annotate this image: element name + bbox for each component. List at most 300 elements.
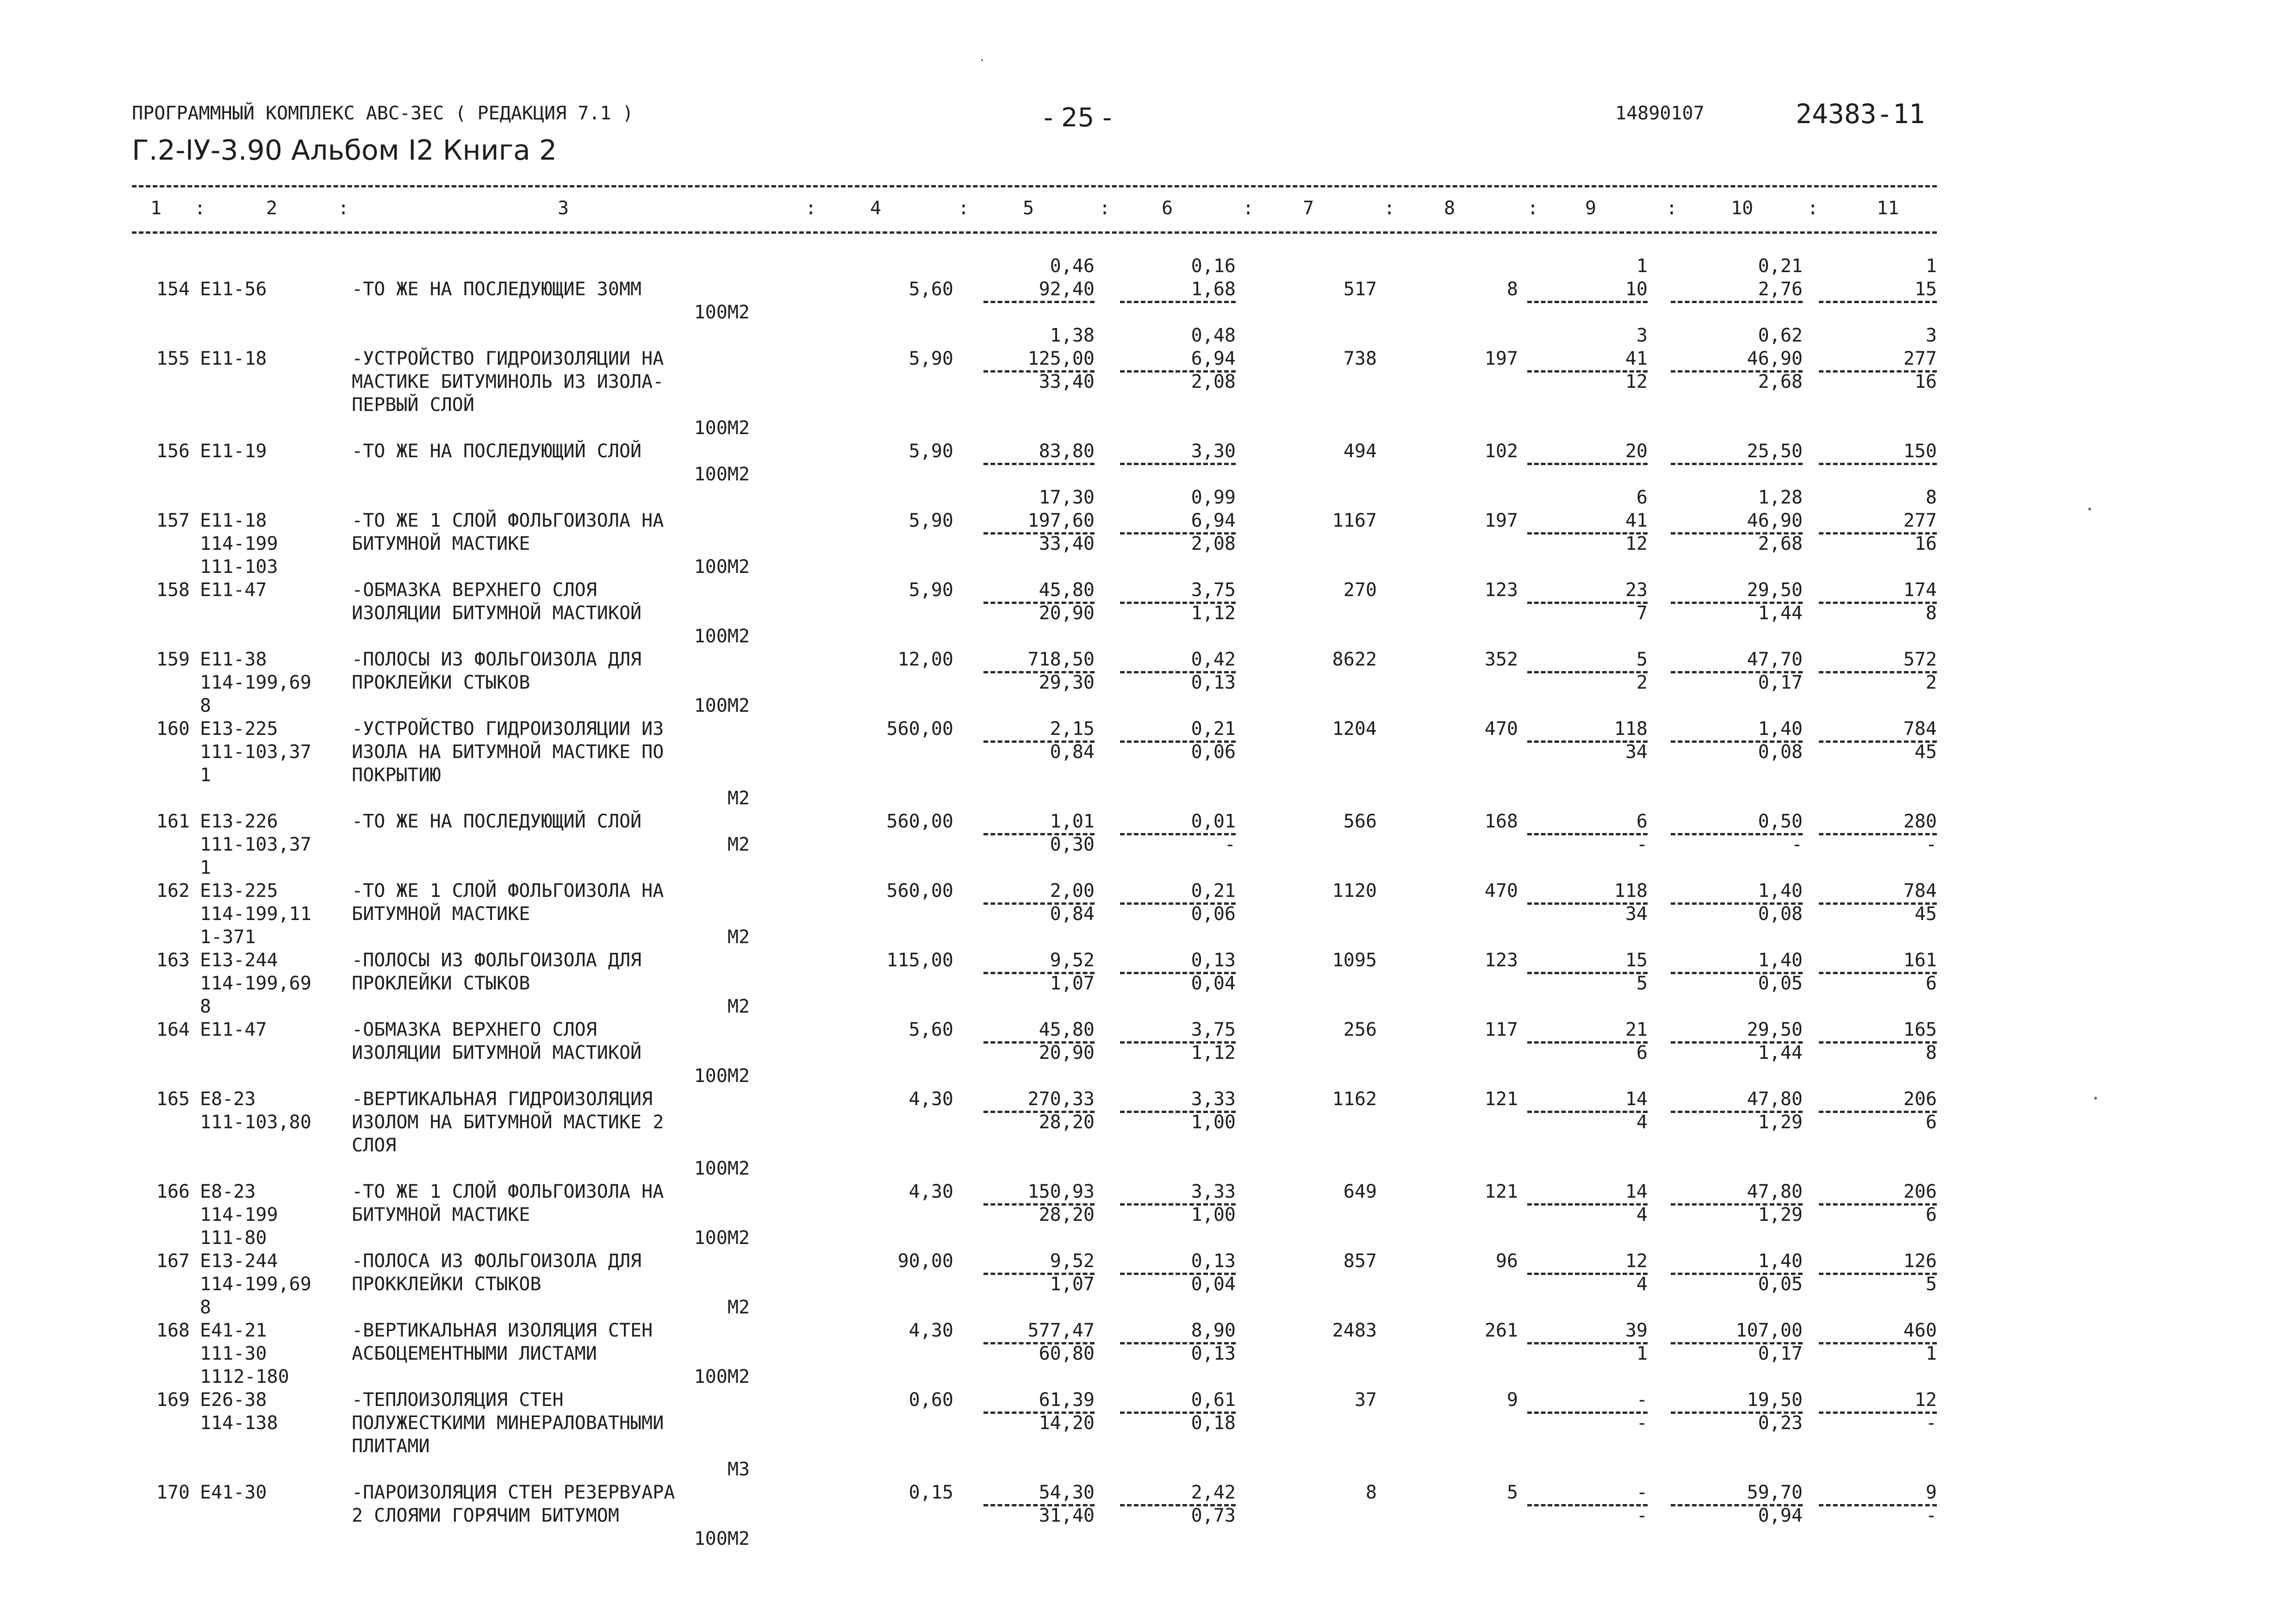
value-divider <box>1671 301 1803 303</box>
value-main-c9: 41 <box>1625 510 1648 531</box>
value-bottom-c6: 0,18 <box>1191 1412 1236 1434</box>
unit-of-measure: 100М2 <box>694 1158 750 1179</box>
value-c7: 494 <box>1343 441 1377 462</box>
value-bottom-c10: 1,29 <box>1758 1112 1803 1133</box>
norm-code: 111-103,80 <box>200 1112 311 1133</box>
quantity: 0,60 <box>908 1389 953 1411</box>
value-bottom-c6: 1,00 <box>1191 1204 1236 1225</box>
quantity: 4,30 <box>908 1088 953 1110</box>
value-main-c10: 0,50 <box>1758 811 1803 832</box>
row-number: 169 <box>156 1389 190 1411</box>
value-top-c6: 0,16 <box>1191 255 1236 277</box>
value-bottom-c5: 0,84 <box>1050 741 1095 763</box>
unit-of-measure: М2 <box>727 1297 750 1318</box>
value-top-c10: 1,28 <box>1758 487 1803 508</box>
value-main-c5: 9,52 <box>1050 950 1095 971</box>
work-description: -ВЕРТИКАЛЬНАЯ ИЗОЛЯЦИЯ СТЕН <box>352 1320 653 1341</box>
scan-speck <box>2094 1097 2097 1100</box>
value-main-c11: 280 <box>1903 811 1937 832</box>
value-top-c5: 17,30 <box>1039 487 1095 508</box>
value-divider <box>983 463 1095 465</box>
value-main-c11: 206 <box>1903 1181 1937 1202</box>
norm-code: 111-103,37 <box>200 741 311 763</box>
value-c7: 517 <box>1343 279 1377 300</box>
value-bottom-c6: - <box>1224 834 1236 855</box>
value-c8: 8 <box>1506 279 1518 300</box>
value-main-c9: 10 <box>1625 279 1648 300</box>
row-number: 170 <box>156 1482 190 1503</box>
value-c7: 1167 <box>1332 510 1377 531</box>
value-main-c11: 161 <box>1903 950 1937 971</box>
value-main-c9: 14 <box>1625 1181 1648 1202</box>
quantity: 560,00 <box>886 811 953 832</box>
value-c8: 197 <box>1484 510 1518 531</box>
work-description: МАСТИКЕ БИТУМИНОЛЬ ИЗ ИЗОЛА- <box>352 371 664 392</box>
value-main-c10: 46,90 <box>1747 510 1803 531</box>
value-main-c6: 3,75 <box>1191 579 1236 601</box>
value-main-c11: 572 <box>1903 649 1937 670</box>
value-main-c9: 12 <box>1625 1250 1648 1272</box>
row-number: 165 <box>156 1088 190 1110</box>
value-main-c9: - <box>1636 1389 1648 1411</box>
value-bottom-c5: 0,84 <box>1050 903 1095 925</box>
value-top-c9: 6 <box>1636 487 1648 508</box>
column-separator: : <box>1807 198 1819 219</box>
value-top-c11: 8 <box>1925 487 1937 508</box>
value-main-c11: 206 <box>1903 1088 1937 1110</box>
value-c8: 197 <box>1484 348 1518 369</box>
norm-code: Е41-21 <box>200 1320 267 1341</box>
value-bottom-c11: 5 <box>1925 1274 1937 1295</box>
value-c8: 261 <box>1484 1320 1518 1341</box>
norm-code: 8 <box>200 996 212 1017</box>
value-main-c10: 1,40 <box>1758 718 1803 740</box>
value-divider <box>1671 463 1803 465</box>
value-top-c9: 1 <box>1636 255 1648 277</box>
unit-of-measure: М3 <box>727 1459 750 1480</box>
work-description: -ТО ЖЕ НА ПОСЛЕДУЮЩИЕ 30ММ <box>352 279 642 300</box>
work-description: 2 СЛОЯМИ ГОРЯЧИМ БИТУМОМ <box>352 1505 619 1526</box>
norm-code: Е41-30 <box>200 1482 267 1503</box>
value-main-c6: 6,94 <box>1191 348 1236 369</box>
value-main-c11: 126 <box>1903 1250 1937 1272</box>
value-top-c9: 3 <box>1636 325 1648 346</box>
row-number: 157 <box>156 510 190 531</box>
value-c8: 121 <box>1484 1181 1518 1202</box>
work-description: ПОЛУЖЕСТКИМИ МИНЕРАЛОВАТНЫМИ <box>352 1412 664 1434</box>
value-bottom-c6: 0,13 <box>1191 1343 1236 1364</box>
value-bottom-c10: 0,17 <box>1758 1343 1803 1364</box>
value-main-c11: 150 <box>1903 441 1937 462</box>
value-bottom-c11: 2 <box>1925 672 1937 693</box>
value-main-c5: 54,30 <box>1039 1482 1095 1503</box>
column-number: 11 <box>1877 198 1899 219</box>
value-bottom-c9: 5 <box>1636 973 1648 994</box>
value-bottom-c11: 16 <box>1914 533 1937 554</box>
row-number: 167 <box>156 1250 190 1272</box>
norm-code: Е26-38 <box>200 1389 267 1411</box>
value-bottom-c6: 0,73 <box>1191 1505 1236 1526</box>
value-main-c5: 45,80 <box>1039 579 1095 601</box>
row-number: 164 <box>156 1019 190 1040</box>
norm-code: 1 <box>200 765 212 786</box>
value-c7: 566 <box>1343 811 1377 832</box>
column-separator: : <box>1666 198 1678 219</box>
unit-of-measure: 100М2 <box>694 464 750 485</box>
scan-speck <box>981 59 983 61</box>
value-main-c5: 718,50 <box>1027 649 1095 670</box>
value-bottom-c11: 1 <box>1925 1343 1937 1364</box>
value-bottom-c5: 1,07 <box>1050 973 1095 994</box>
value-main-c11: 784 <box>1903 880 1937 902</box>
quantity: 5,90 <box>908 441 953 462</box>
value-c7: 1120 <box>1332 880 1377 902</box>
norm-code: Е13-244 <box>200 950 278 971</box>
norm-code: 114-199,69 <box>200 1274 311 1295</box>
value-c8: 168 <box>1484 811 1518 832</box>
norm-code: 8 <box>200 695 212 716</box>
value-main-c10: 29,50 <box>1747 579 1803 601</box>
value-main-c6: 0,42 <box>1191 649 1236 670</box>
value-bottom-c10: 1,44 <box>1758 603 1803 624</box>
value-main-c10: 1,40 <box>1758 880 1803 902</box>
value-main-c6: 6,94 <box>1191 510 1236 531</box>
norm-code: 111-30 <box>200 1343 267 1364</box>
work-description: -ТО ЖЕ НА ПОСЛЕДУЮЩИЙ СЛОЙ <box>352 441 642 462</box>
work-description: ИЗОЛА НА БИТУМНОЙ МАСТИКЕ ПО <box>352 741 664 763</box>
column-separator: : <box>194 198 206 219</box>
value-main-c10: 47,70 <box>1747 649 1803 670</box>
norm-code: Е11-47 <box>200 579 267 601</box>
column-number: 4 <box>870 198 882 219</box>
work-description: АСБОЦЕМЕНТНЫМИ ЛИСТАМИ <box>352 1343 597 1364</box>
norm-code: 1-371 <box>200 927 256 948</box>
value-main-c5: 45,80 <box>1039 1019 1095 1040</box>
value-main-c6: 1,68 <box>1191 279 1236 300</box>
value-divider <box>1819 463 1937 465</box>
norm-code: Е13-225 <box>200 880 278 902</box>
work-description: -ТО ЖЕ 1 СЛОЙ ФОЛЬГОИЗОЛА НА <box>352 1181 664 1202</box>
work-description: -УСТРОЙСТВО ГИДРОИЗОЛЯЦИИ НА <box>352 348 664 369</box>
value-bottom-c9: 34 <box>1625 903 1648 925</box>
value-bottom-c6: 0,06 <box>1191 903 1236 925</box>
page-number: - 25 - <box>1044 103 1112 133</box>
work-description: -ТЕПЛОИЗОЛЯЦИЯ СТЕН <box>352 1389 564 1411</box>
work-description: -ПОЛОСЫ ИЗ ФОЛЬГОИЗОЛА ДЛЯ <box>352 950 642 971</box>
value-main-c10: 29,50 <box>1747 1019 1803 1040</box>
value-top-c6: 0,48 <box>1191 325 1236 346</box>
program-code: 14890107 <box>1615 103 1705 124</box>
value-main-c11: 12 <box>1914 1389 1937 1411</box>
value-main-c9: 15 <box>1625 950 1648 971</box>
work-description: ПРОКЛЕЙКИ СТЫКОВ <box>352 672 530 693</box>
row-number: 158 <box>156 579 190 601</box>
unit-of-measure: М2 <box>727 996 750 1017</box>
quantity: 115,00 <box>886 950 953 971</box>
row-number: 162 <box>156 880 190 902</box>
value-bottom-c6: 1,00 <box>1191 1112 1236 1133</box>
value-main-c10: 59,70 <box>1747 1482 1803 1503</box>
value-bottom-c11: 6 <box>1925 1204 1937 1225</box>
value-divider <box>1527 463 1648 465</box>
value-bottom-c11: 8 <box>1925 1042 1937 1063</box>
row-number: 154 <box>156 279 190 300</box>
value-bottom-c10: 2,68 <box>1758 371 1803 392</box>
norm-code: 114-199,69 <box>200 672 311 693</box>
work-description: -ТО ЖЕ 1 СЛОЙ ФОЛЬГОИЗОЛА НА <box>352 510 664 531</box>
value-bottom-c10: 0,08 <box>1758 741 1803 763</box>
value-bottom-c5: 20,90 <box>1039 603 1095 624</box>
norm-code: 111-80 <box>200 1227 267 1249</box>
norm-code: 111-103,37 <box>200 834 311 855</box>
value-divider <box>983 301 1095 303</box>
work-description: ИЗОЛЯЦИИ БИТУМНОЙ МАСТИКОЙ <box>352 1042 642 1063</box>
value-main-c9: 118 <box>1614 718 1648 740</box>
value-bottom-c9: 34 <box>1625 741 1648 763</box>
value-main-c9: 41 <box>1625 348 1648 369</box>
value-main-c9: 21 <box>1625 1019 1648 1040</box>
norm-code: Е11-18 <box>200 510 267 531</box>
value-bottom-c11: 6 <box>1925 1112 1937 1133</box>
value-c8: 117 <box>1484 1019 1518 1040</box>
value-main-c10: 1,40 <box>1758 1250 1803 1272</box>
value-main-c6: 3,33 <box>1191 1181 1236 1202</box>
norm-code: 114-199,11 <box>200 903 311 925</box>
value-divider <box>1819 301 1937 303</box>
value-bottom-c9: 12 <box>1625 371 1648 392</box>
value-bottom-c11: 45 <box>1914 903 1937 925</box>
value-bottom-c10: 0,23 <box>1758 1412 1803 1434</box>
value-bottom-c9: - <box>1636 834 1648 855</box>
norm-code: Е8-23 <box>200 1088 256 1110</box>
quantity: 5,90 <box>908 579 953 601</box>
value-bottom-c5: 1,07 <box>1050 1274 1095 1295</box>
value-main-c5: 125,00 <box>1027 348 1095 369</box>
column-number: 9 <box>1585 198 1597 219</box>
value-c8: 96 <box>1495 1250 1518 1272</box>
value-main-c5: 1,01 <box>1050 811 1095 832</box>
value-top-c10: 0,62 <box>1758 325 1803 346</box>
value-bottom-c5: 33,40 <box>1039 533 1095 554</box>
value-c7: 8 <box>1365 1482 1377 1503</box>
value-main-c5: 61,39 <box>1039 1389 1095 1411</box>
value-bottom-c5: 14,20 <box>1039 1412 1095 1434</box>
value-c7: 738 <box>1343 348 1377 369</box>
column-separator: : <box>1243 198 1254 219</box>
work-description: СЛОЯ <box>352 1135 397 1156</box>
norm-code: 1 <box>200 857 212 878</box>
quantity: 5,60 <box>908 1019 953 1040</box>
work-description: -ТО ЖЕ 1 СЛОЙ ФОЛЬГОИЗОЛА НА <box>352 880 664 902</box>
value-divider <box>1120 301 1236 303</box>
column-separator: : <box>338 198 349 219</box>
value-bottom-c6: 1,12 <box>1191 1042 1236 1063</box>
norm-code: Е13-244 <box>200 1250 278 1272</box>
column-number: 1 <box>150 198 162 219</box>
value-bottom-c9: 1 <box>1636 1343 1648 1364</box>
unit-of-measure: 100М2 <box>694 1528 750 1549</box>
value-main-c5: 270,33 <box>1027 1088 1095 1110</box>
value-c7: 270 <box>1343 579 1377 601</box>
value-main-c6: 3,33 <box>1191 1088 1236 1110</box>
norm-code: 114-138 <box>200 1412 278 1434</box>
value-bottom-c11: 45 <box>1914 741 1937 763</box>
value-top-c5: 1,38 <box>1050 325 1095 346</box>
value-main-c11: 277 <box>1903 510 1937 531</box>
value-top-c5: 0,46 <box>1050 255 1095 277</box>
quantity: 90,00 <box>897 1250 953 1272</box>
value-main-c6: 2,42 <box>1191 1482 1236 1503</box>
value-main-c6: 0,21 <box>1191 718 1236 740</box>
work-description: -ПАРОИЗОЛЯЦИЯ СТЕН РЕЗЕРВУАРА <box>352 1482 675 1503</box>
value-main-c10: 25,50 <box>1747 441 1803 462</box>
work-description: ПОКРЫТИЮ <box>352 765 441 786</box>
column-number: 5 <box>1023 198 1034 219</box>
value-bottom-c10: 1,44 <box>1758 1042 1803 1063</box>
value-main-c11: 460 <box>1903 1320 1937 1341</box>
value-main-c10: 47,80 <box>1747 1088 1803 1110</box>
quantity: 0,15 <box>908 1482 953 1503</box>
work-description: БИТУМНОЙ МАСТИКЕ <box>352 533 530 554</box>
column-number: 2 <box>266 198 278 219</box>
unit-of-measure: 100М2 <box>694 1366 750 1387</box>
value-bottom-c5: 29,30 <box>1039 672 1095 693</box>
row-number: 166 <box>156 1181 190 1202</box>
column-number: 3 <box>558 198 569 219</box>
scan-speck <box>2088 508 2091 510</box>
value-c8: 352 <box>1484 649 1518 670</box>
value-main-c6: 0,21 <box>1191 880 1236 902</box>
value-main-c9: 6 <box>1636 811 1648 832</box>
unit-of-measure: 100М2 <box>694 417 750 439</box>
value-bottom-c5: 0,30 <box>1050 834 1095 855</box>
value-main-c6: 3,75 <box>1191 1019 1236 1040</box>
value-bottom-c10: - <box>1791 834 1803 855</box>
value-bottom-c11: 6 <box>1925 973 1937 994</box>
norm-code: Е13-225 <box>200 718 278 740</box>
value-top-c11: 3 <box>1925 325 1937 346</box>
norm-code: Е11-19 <box>200 441 267 462</box>
value-bottom-c9: 12 <box>1625 533 1648 554</box>
value-bottom-c10: 0,08 <box>1758 903 1803 925</box>
value-main-c5: 197,60 <box>1027 510 1095 531</box>
norm-code: Е13-226 <box>200 811 278 832</box>
value-bottom-c11: - <box>1925 1505 1937 1526</box>
value-bottom-c6: 0,06 <box>1191 741 1236 763</box>
program-title: ПРОГРАММНЫЙ КОМПЛЕКС АВС-3ЕС ( РЕДАКЦИЯ 7.1 ) <box>132 103 634 124</box>
value-c7: 649 <box>1343 1181 1377 1202</box>
value-bottom-c10: 0,05 <box>1758 973 1803 994</box>
value-bottom-c9: 4 <box>1636 1274 1648 1295</box>
value-c8: 123 <box>1484 579 1518 601</box>
value-main-c5: 9,52 <box>1050 1250 1095 1272</box>
value-c7: 256 <box>1343 1019 1377 1040</box>
value-main-c10: 2,76 <box>1758 279 1803 300</box>
value-top-c6: 0,99 <box>1191 487 1236 508</box>
value-top-c11: 1 <box>1925 255 1937 277</box>
column-number: 7 <box>1303 198 1314 219</box>
work-description: -УСТРОЙСТВО ГИДРОИЗОЛЯЦИИ ИЗ <box>352 718 664 740</box>
norm-code: 114-199 <box>200 1204 278 1225</box>
column-number: 10 <box>1731 198 1754 219</box>
value-main-c9: 20 <box>1625 441 1648 462</box>
norm-code: Е11-56 <box>200 279 267 300</box>
value-bottom-c9: - <box>1636 1505 1648 1526</box>
quantity: 5,90 <box>908 510 953 531</box>
value-bottom-c9: 7 <box>1636 603 1648 624</box>
norm-code: 1112-180 <box>200 1366 289 1387</box>
album-title: Г.2-IУ-3.90 Альбом I2 Книга 2 <box>132 134 557 167</box>
work-description: ПРОККЛЕЙКИ СТЫКОВ <box>352 1274 541 1295</box>
value-c7: 1095 <box>1332 950 1377 971</box>
work-description: -ОБМАЗКА ВЕРХНЕГО СЛОЯ <box>352 1019 597 1040</box>
value-main-c9: 14 <box>1625 1088 1648 1110</box>
quantity: 560,00 <box>886 718 953 740</box>
value-main-c6: 8,90 <box>1191 1320 1236 1341</box>
table-top-rule <box>132 185 1937 187</box>
unit-of-measure: 100М2 <box>694 1227 750 1249</box>
value-c7: 1204 <box>1332 718 1377 740</box>
value-bottom-c9: 4 <box>1636 1204 1648 1225</box>
value-bottom-c11: 16 <box>1914 371 1937 392</box>
value-main-c10: 47,80 <box>1747 1181 1803 1202</box>
value-bottom-c9: 6 <box>1636 1042 1648 1063</box>
value-bottom-c10: 0,17 <box>1758 672 1803 693</box>
value-bottom-c6: 2,08 <box>1191 533 1236 554</box>
value-main-c10: 19,50 <box>1747 1389 1803 1411</box>
norm-code: Е11-38 <box>200 649 267 670</box>
value-main-c5: 2,00 <box>1050 880 1095 902</box>
value-c8: 470 <box>1484 718 1518 740</box>
work-description: БИТУМНОЙ МАСТИКЕ <box>352 1204 530 1225</box>
value-c8: 102 <box>1484 441 1518 462</box>
unit-of-measure: 100М2 <box>694 302 750 323</box>
norm-code: Е11-18 <box>200 348 267 369</box>
value-main-c10: 107,00 <box>1736 1320 1803 1341</box>
work-description: -ОБМАЗКА ВЕРХНЕГО СЛОЯ <box>352 579 597 601</box>
value-c8: 121 <box>1484 1088 1518 1110</box>
work-description: ПЛИТАМИ <box>352 1436 430 1457</box>
norm-code: Е8-23 <box>200 1181 256 1202</box>
value-main-c11: 174 <box>1903 579 1937 601</box>
value-main-c11: 784 <box>1903 718 1937 740</box>
value-bottom-c6: 0,13 <box>1191 672 1236 693</box>
row-number: 168 <box>156 1320 190 1341</box>
value-c7: 2483 <box>1332 1320 1377 1341</box>
norm-code: 114-199,69 <box>200 973 311 994</box>
value-bottom-c10: 2,68 <box>1758 533 1803 554</box>
column-separator: : <box>1527 198 1539 219</box>
value-main-c11: 165 <box>1903 1019 1937 1040</box>
norm-code: 114-199 <box>200 533 278 554</box>
row-number: 161 <box>156 811 190 832</box>
value-main-c6: 0,01 <box>1191 811 1236 832</box>
unit-of-measure: 100М2 <box>694 695 750 716</box>
quantity: 5,90 <box>908 348 953 369</box>
value-bottom-c5: 28,20 <box>1039 1112 1095 1133</box>
value-bottom-c6: 0,04 <box>1191 973 1236 994</box>
norm-code: 111-103 <box>200 556 278 578</box>
value-main-c6: 0,13 <box>1191 950 1236 971</box>
value-main-c9: 5 <box>1636 649 1648 670</box>
norm-code: 8 <box>200 1297 212 1318</box>
value-bottom-c5: 31,40 <box>1039 1505 1095 1526</box>
value-main-c5: 150,93 <box>1027 1181 1095 1202</box>
value-c8: 123 <box>1484 950 1518 971</box>
unit-of-measure: 100М2 <box>694 1065 750 1087</box>
work-description: -ПОЛОСА ИЗ ФОЛЬГОИЗОЛА ДЛЯ <box>352 1250 642 1272</box>
value-bottom-c9: 4 <box>1636 1112 1648 1133</box>
